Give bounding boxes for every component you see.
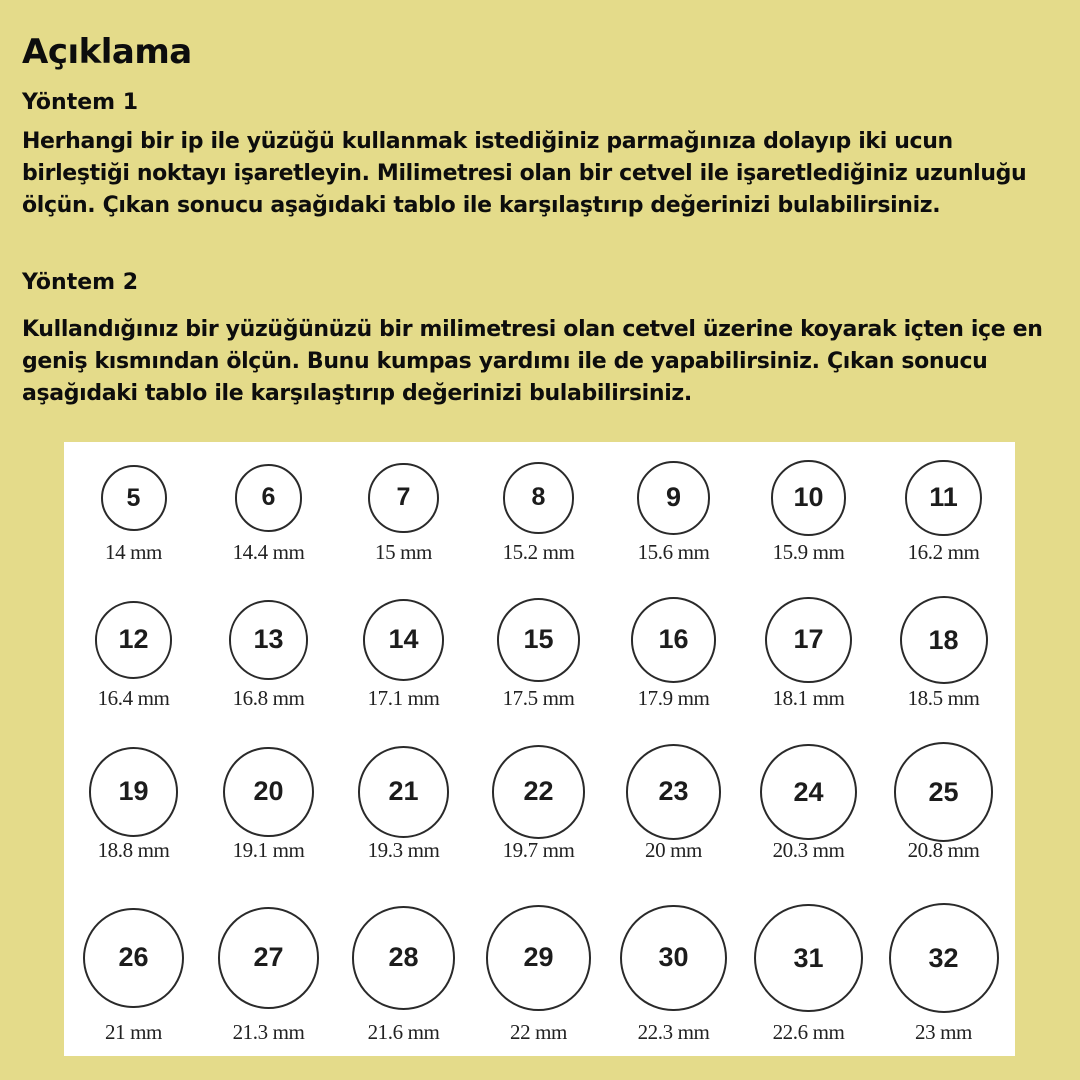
ring-size-item <box>606 596 741 746</box>
ring-size-item <box>876 450 1011 600</box>
ring-size-circle: 31 <box>754 904 862 1012</box>
ring-size-item <box>336 904 471 1054</box>
ring-size-mm-label: 17.1 mm <box>367 686 440 710</box>
ring-size-circle: 29 <box>486 905 591 1010</box>
ring-size-mm-label: 21 mm <box>105 1020 162 1044</box>
ring-size-mm-label: 19.1 mm <box>232 838 305 862</box>
ring-size-mm-label: 18.8 mm <box>97 838 170 862</box>
ring-size-item <box>471 904 606 1054</box>
ring-size-mm-label: 15.2 mm <box>502 540 575 564</box>
ring-size-circle: 9 <box>637 461 711 535</box>
ring-size-mm-label: 17.5 mm <box>502 686 575 710</box>
method-2-heading: Yöntem 2 <box>22 270 139 295</box>
ring-size-item <box>471 596 606 746</box>
ring-size-circle: 25 <box>894 742 993 841</box>
ring-size-item <box>606 904 741 1054</box>
ring-size-mm-label: 16.8 mm <box>232 686 305 710</box>
ring-size-item <box>66 904 201 1054</box>
ring-size-item <box>336 596 471 746</box>
ring-size-mm-label: 22.6 mm <box>772 1020 845 1044</box>
ring-size-mm-label: 14.4 mm <box>232 540 305 564</box>
ring-size-item <box>876 596 1011 746</box>
ring-size-item <box>66 744 201 894</box>
ring-size-item <box>741 744 876 894</box>
ring-size-mm-label: 19.7 mm <box>502 838 575 862</box>
ring-size-item <box>471 744 606 894</box>
ring-size-circle: 16 <box>631 597 716 682</box>
ring-size-item <box>606 450 741 600</box>
ring-size-mm-label: 20 mm <box>645 838 702 862</box>
ring-size-circle: 20 <box>223 747 314 838</box>
ring-size-circle: 12 <box>95 601 173 679</box>
ring-size-mm-label: 17.9 mm <box>637 686 710 710</box>
ring-size-mm-label: 23 mm <box>915 1020 972 1044</box>
ring-size-item <box>66 450 201 600</box>
ring-size-mm-label: 21.6 mm <box>367 1020 440 1044</box>
ring-size-circle: 8 <box>503 462 575 534</box>
ring-size-item <box>66 596 201 746</box>
method-1-heading: Yöntem 1 <box>22 90 139 115</box>
ring-size-circle: 28 <box>352 906 455 1009</box>
ring-size-item <box>201 596 336 746</box>
ring-size-mm-label: 15.9 mm <box>772 540 845 564</box>
ring-size-mm-label: 20.8 mm <box>907 838 980 862</box>
ring-size-mm-label: 22 mm <box>510 1020 567 1044</box>
ring-size-mm-label: 15.6 mm <box>637 540 710 564</box>
ring-size-circle: 22 <box>492 745 586 839</box>
method-2-text: Kullandığınız bir yüzüğünüzü bir milimetresi olan cetvel üzerine koyarak içten içe en geniş kısmından ölçün. Bunu kumpas yardımı ile de yapabilirsiniz. Çıkan sonucu aşağıdaki tablo ile karşılaştırıp değerinizi bulabilirsiniz. <box>22 317 1043 406</box>
ring-size-circle: 15 <box>497 598 580 681</box>
ring-size-item <box>201 904 336 1054</box>
ring-size-circle: 30 <box>620 905 727 1012</box>
ring-size-mm-label: 20.3 mm <box>772 838 845 862</box>
ring-size-circle: 19 <box>89 747 178 836</box>
ring-size-circle: 10 <box>771 460 846 535</box>
ring-size-item <box>876 904 1011 1054</box>
ring-size-circle: 11 <box>905 460 982 537</box>
ring-size-circle: 17 <box>765 597 851 683</box>
ring-size-circle: 21 <box>358 746 450 838</box>
ring-size-item <box>876 744 1011 894</box>
ring-size-circle: 18 <box>900 596 988 684</box>
ring-size-circle: 5 <box>101 465 167 531</box>
ring-size-item <box>471 450 606 600</box>
ring-size-circle: 7 <box>368 463 439 534</box>
ring-size-mm-label: 15 mm <box>375 540 432 564</box>
ring-size-circle: 26 <box>83 908 183 1008</box>
ring-size-mm-label: 18.5 mm <box>907 686 980 710</box>
ring-size-mm-label: 22.3 mm <box>637 1020 710 1044</box>
page-title: Açıklama <box>22 32 192 72</box>
ring-size-circle: 23 <box>626 744 721 839</box>
ring-size-circle: 27 <box>218 907 320 1009</box>
ring-size-circle: 14 <box>363 599 444 680</box>
ring-size-item <box>741 450 876 600</box>
ring-size-mm-label: 16.4 mm <box>97 686 170 710</box>
ring-size-mm-label: 14 mm <box>105 540 162 564</box>
ring-size-item <box>336 744 471 894</box>
ring-size-mm-label: 19.3 mm <box>367 838 440 862</box>
ring-size-mm-label: 16.2 mm <box>907 540 980 564</box>
ring-size-mm-label: 18.1 mm <box>772 686 845 710</box>
ring-size-mm-label: 21.3 mm <box>232 1020 305 1044</box>
ring-size-item <box>606 744 741 894</box>
ring-size-item <box>741 596 876 746</box>
ring-size-item <box>741 904 876 1054</box>
ring-size-item <box>201 450 336 600</box>
ring-size-chart <box>64 442 1015 1056</box>
ring-size-item <box>201 744 336 894</box>
ring-size-circle: 24 <box>760 744 857 841</box>
ring-size-circle: 6 <box>235 464 303 532</box>
ring-size-item <box>336 450 471 600</box>
ring-size-circle: 13 <box>229 600 309 680</box>
ring-size-circle: 32 <box>889 903 999 1013</box>
method-1-text: Herhangi bir ip ile yüzüğü kullanmak istediğiniz parmağınıza dolayıp iki ucun birleştiği noktayı işaretleyin. Milimetresi olan bir cetvel ile işaretlediğiniz uzunluğu ölçün. Çıkan sonucu aşağıdaki tablo ile karşılaştırıp değerinizi bulabilirsiniz. <box>22 129 1027 218</box>
